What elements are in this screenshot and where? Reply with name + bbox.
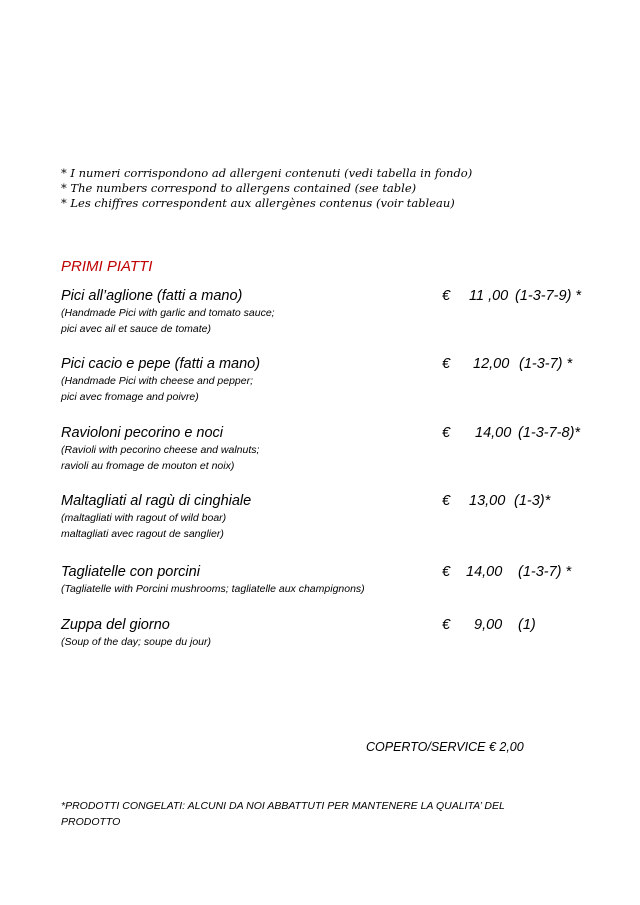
dish-name: Tagliatelle con porcini: [61, 564, 200, 580]
dish-description: maltagliati avec ragout de sanglier): [61, 528, 224, 540]
currency-symbol: €: [442, 425, 451, 441]
dish-price: 14,00: [466, 564, 503, 580]
menu-item: [61, 355, 260, 405]
allergen-note-fr: * Les chiffres correspondent aux allergènes contenus (voir tableau): [61, 196, 455, 210]
dish-allergens: (1-3-7-9) *: [515, 288, 582, 304]
dish-description: ravioli au fromage de mouton et noix): [61, 460, 235, 472]
dish-price: 13,00: [469, 493, 506, 509]
dish-description: pici avec ail et sauce de tomate): [61, 323, 211, 335]
currency-symbol: €: [442, 493, 451, 509]
dish-allergens: (1): [518, 617, 536, 633]
dish-price: 9,00: [474, 617, 503, 633]
dish-name: Pici all’aglione (fatti a mano): [61, 288, 243, 304]
dish-description: (Handmade Pici with cheese and pepper;: [61, 375, 254, 387]
menu-item: [61, 492, 251, 542]
dish-description: (Soup of the day; soupe du jour): [61, 636, 212, 648]
dish-allergens: (1-3-7) *: [518, 564, 572, 580]
cover-charge: COPERTO/SERVICE € 2,00: [366, 740, 524, 754]
dish-price: 12,00: [473, 356, 510, 372]
allergen-notes: [61, 166, 472, 211]
dish-name: Pici cacio e pepe (fatti a mano): [61, 356, 261, 372]
frozen-products-note: *PRODOTTI CONGELATI: ALCUNI DA NOI ABBATTUTI PER MANTENERE LA QUALITA’ DEL PRODOTTO: [61, 800, 505, 828]
menu-item: [61, 563, 365, 597]
currency-symbol: €: [442, 288, 451, 304]
currency-symbol: €: [442, 564, 451, 580]
section-title: PRIMI PIATTI: [61, 258, 153, 275]
allergen-note-it: * I numeri corrispondono ad allergeni contenuti (vedi tabella in fondo): [61, 166, 473, 180]
allergen-note-en: * The numbers correspond to allergens contained (see table): [61, 181, 417, 195]
dish-description: (Handmade Pici with garlic and tomato sauce;: [61, 307, 275, 319]
dish-name: Maltagliati al ragù di cinghiale: [61, 493, 252, 509]
dish-allergens: (1-3-7-8)*: [518, 425, 581, 441]
dish-allergens: (1-3-7) *: [519, 356, 573, 372]
dish-description: (Tagliatelle with Porcini mushrooms; tagliatelle aux champignons): [61, 583, 365, 595]
currency-symbol: €: [442, 617, 451, 633]
currency-symbol: €: [442, 356, 451, 372]
dish-name: Zuppa del giorno: [61, 617, 170, 633]
dish-price: 11 ,00: [469, 288, 509, 304]
dish-allergens: (1-3)*: [514, 493, 551, 509]
menu-item: [61, 424, 259, 474]
dish-description: pici avec fromage and poivre): [61, 391, 199, 403]
dish-description: (Ravioli with pecorino cheese and walnuts;: [61, 444, 260, 456]
menu-item: [61, 287, 275, 337]
dish-price: 14,00: [475, 425, 512, 441]
menu-item: [61, 616, 211, 650]
dish-description: (maltagliati with ragout of wild boar): [61, 512, 227, 524]
dish-name: Ravioloni pecorino e noci: [61, 425, 224, 441]
